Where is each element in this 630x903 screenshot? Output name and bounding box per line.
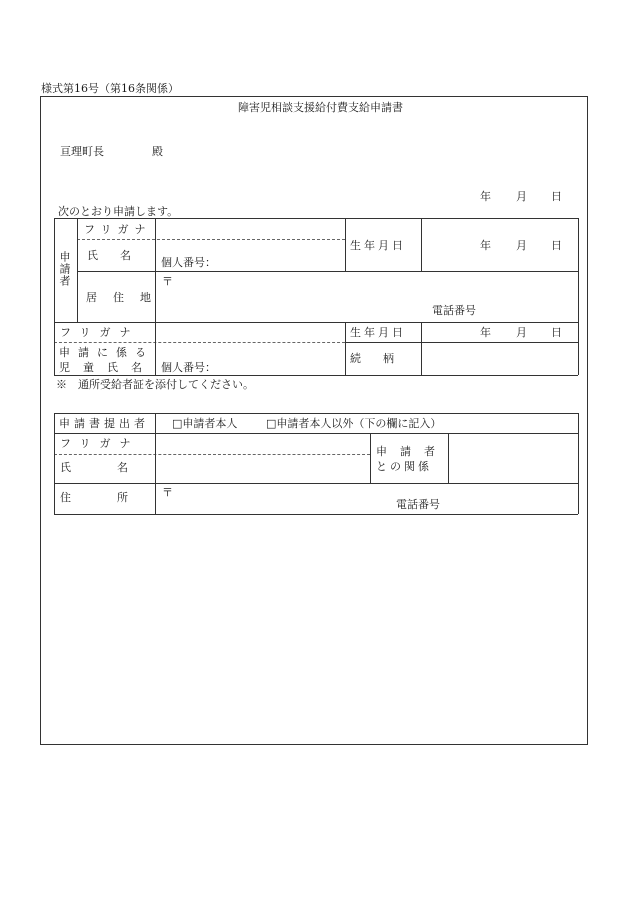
child-birthdate-label: 生年月日 — [350, 326, 406, 339]
applicant-personal-number-label: 個人番号： — [161, 256, 216, 269]
applicant-furigana-label: フリガナ — [84, 223, 152, 236]
attachment-note: ※ 通所受給者証を添付してください。 — [56, 378, 254, 391]
applicant-birthdate-label: 生年月日 — [350, 239, 406, 252]
submitter-label: 申請書提出者 — [59, 417, 149, 430]
applicant-birth-month: 月 — [516, 239, 527, 252]
submitter-name-label: 氏 名 — [60, 461, 136, 474]
applicant-postal-mark: 〒 — [162, 275, 173, 288]
submitter-postal-mark: 〒 — [162, 486, 173, 499]
child-name-label-line1: 申請に係る — [59, 346, 154, 359]
submission-date-month: 月 — [516, 190, 527, 203]
child-birth-month: 月 — [516, 326, 527, 339]
child-personal-number-label: 個人番号： — [161, 361, 216, 374]
submission-date-year: 年 — [480, 190, 491, 203]
submitter-phone-label: 電話番号 — [396, 498, 440, 511]
applicant-phone-label: 電話番号 — [432, 304, 476, 317]
applicant-birth-year: 年 — [480, 239, 491, 252]
submitter-address-label: 住 所 — [60, 491, 136, 504]
child-birth-day: 日 — [551, 326, 562, 339]
form-number: 様式第16号（第16条関係） — [41, 82, 179, 95]
form-title: 障害児相談支援給付費支給申請書 — [238, 101, 403, 114]
intro-text: 次のとおり申請します。 — [58, 205, 179, 218]
submitter-option-self[interactable]: □申請者本人 — [172, 417, 238, 430]
submitter-relation-label-line1: 申請者 — [376, 445, 448, 458]
applicant-address-label: 居住地 — [86, 291, 167, 304]
applicant-birth-day: 日 — [551, 239, 562, 252]
submission-date-day: 日 — [551, 190, 562, 203]
submitter-relation-label-line2: との関係 — [376, 460, 432, 473]
child-furigana-label: フリガナ — [60, 326, 140, 339]
addressee-honorific: 殿 — [152, 145, 163, 158]
submitter-furigana-label: フリガナ — [60, 437, 140, 450]
child-name-label-line2: 児童氏名 — [59, 361, 155, 374]
submitter-option-other[interactable]: □申請者本人以外（下の欄に記入） — [266, 417, 442, 430]
applicant-label: 申請者 — [58, 251, 71, 287]
addressee: 亘理町長 — [60, 145, 104, 158]
child-relationship-label: 続 柄 — [350, 352, 394, 365]
applicant-name-label: 氏 名 — [87, 249, 131, 262]
child-birth-year: 年 — [480, 326, 491, 339]
